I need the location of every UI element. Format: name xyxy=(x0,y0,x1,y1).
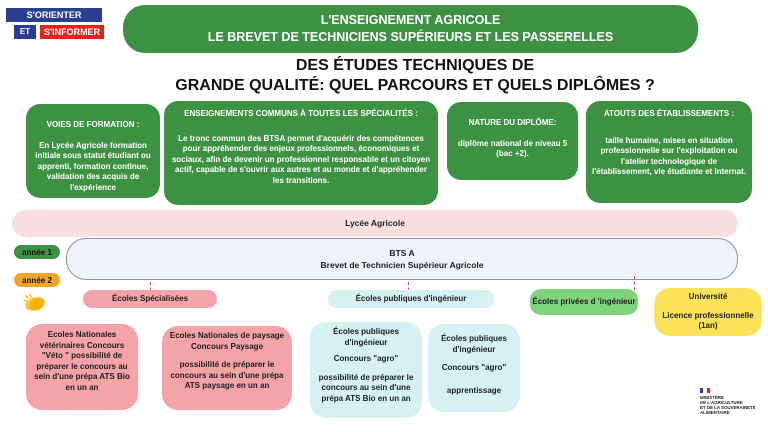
box-agro2-title: Écoles publiques d'ingénieur xyxy=(441,334,507,354)
box-agro2-concours: Concours "agro" xyxy=(441,363,507,372)
ministere-line-3: ET DE LA SOUVERAINETÉ xyxy=(700,405,756,410)
header-line-1: L'ENSEIGNEMENT AGRICOLE xyxy=(320,13,501,27)
title-line-2: GRANDE QUALITÉ: QUEL PARCOURS ET QUELS DIPLÔMES ? xyxy=(175,77,655,94)
annee-1-label: année 1 xyxy=(14,245,60,259)
box-publiques-agro-prepa xyxy=(310,322,422,418)
lycee-agricole-band: Lycée Agricole xyxy=(12,210,738,237)
tricolor-flag-icon xyxy=(700,388,710,393)
title-line-1: DES ÉTUDES TECHNIQUES DE xyxy=(295,57,535,74)
card-voies-body: En Lycée Agricole formation initiale sous statut étudiant ou apprenti, formation continue, validation des acquis de l'expérience xyxy=(35,140,151,192)
box-publiques-agro-apprentissage xyxy=(428,324,520,412)
clapping-hands-icon xyxy=(22,292,48,314)
ministere-line-1: MINISTÈRE xyxy=(700,395,724,400)
box-veto-text: Ecoles Nationales vétérinaires Concours "Véto " possibilité de préparer le concours au sein d'une prépa ATS Bio en un an xyxy=(34,330,130,392)
card-enseignements-heading: ENSEIGNEMENTS COMMUNS À TOUTES LES SPÉCIALITÉS : xyxy=(184,109,418,118)
card-atouts-heading: ATOUTS DES ÉTABLISSEMENTS : xyxy=(603,109,735,118)
header-line-2: LE BREVET DE TECHNICIENS SUPÉRIEURS ET LES PASSERELLES xyxy=(207,30,614,44)
logo-line-orienter: S'ORIENTER xyxy=(6,8,102,22)
card-enseignements-communs xyxy=(164,101,438,205)
ecoles-privees-pill: Écoles privées d 'ingénieur xyxy=(530,289,638,315)
header-banner xyxy=(123,5,698,53)
card-atouts-etablissements xyxy=(586,101,752,203)
card-enseignements-body: Le tronc commun des BTSA permet d'acquérir des compétences pour appréhender des enjeux professionnels, économiques et sociaux, afin de devenir un professionnel responsable et un citoyen actif, capable de s'ouvrir aux autres et au monde et d'appréhender les transitions. xyxy=(171,133,431,185)
card-atouts-body: taille humaine, mises en situation professionnelle sur l'exploitation ou l'atelier technologique de l'établissement, vie étudiante et internat. xyxy=(592,135,746,176)
logo-et: ET xyxy=(14,25,36,39)
bts-line-2: Brevet de Technicien Supérieur Agricole xyxy=(320,260,484,270)
box-paysage-title: Ecoles Nationales de paysage Concours Paysage xyxy=(169,331,285,351)
box-agro1-title: Écoles publiques d'ingénieur xyxy=(333,327,399,347)
bts-band xyxy=(66,238,738,280)
ministere-line-4: ALIMENTAIRE xyxy=(700,410,730,415)
ecoles-publiques-pill: Écoles publiques d'ingénieur xyxy=(328,290,494,308)
box-ecoles-veterinaires xyxy=(26,324,138,410)
page-title xyxy=(150,56,680,96)
box-agro1-concours: Concours "agro" xyxy=(333,354,399,363)
card-nature-body: diplôme national de niveau 5 (bac +2). xyxy=(457,138,568,158)
universite-box xyxy=(654,288,762,336)
box-agro1-body: possibilité de préparer le concours au sein d'une prépa ATS Bio en un an xyxy=(318,372,414,403)
card-voies-heading: VOIES DE FORMATION : xyxy=(46,120,140,129)
universite-title: Université xyxy=(688,292,728,301)
card-nature-diplome xyxy=(447,102,578,180)
box-ecoles-paysage xyxy=(162,326,292,410)
logo-line-informer: S'INFORMER xyxy=(40,25,104,39)
annee-2-label: année 2 xyxy=(14,273,60,287)
ministere-logo xyxy=(700,388,766,428)
bts-line-1: BTS A xyxy=(389,248,415,258)
ministere-line-2: DE L'AGRICULTURE xyxy=(700,400,743,405)
orienter-logo xyxy=(6,8,106,42)
card-nature-heading: NATURE DU DIPLÔME: xyxy=(468,118,557,127)
card-voies-formation xyxy=(26,104,160,198)
universite-body: Licence professionnelle (1an) xyxy=(662,310,754,330)
box-paysage-body: possibilité de préparer le concours au sein d'une prépa ATS paysage en un an xyxy=(170,360,284,390)
box-agro2-body: apprentissage xyxy=(446,385,502,395)
ecoles-specialisees-pill: Écoles Spécialisées xyxy=(83,290,217,308)
